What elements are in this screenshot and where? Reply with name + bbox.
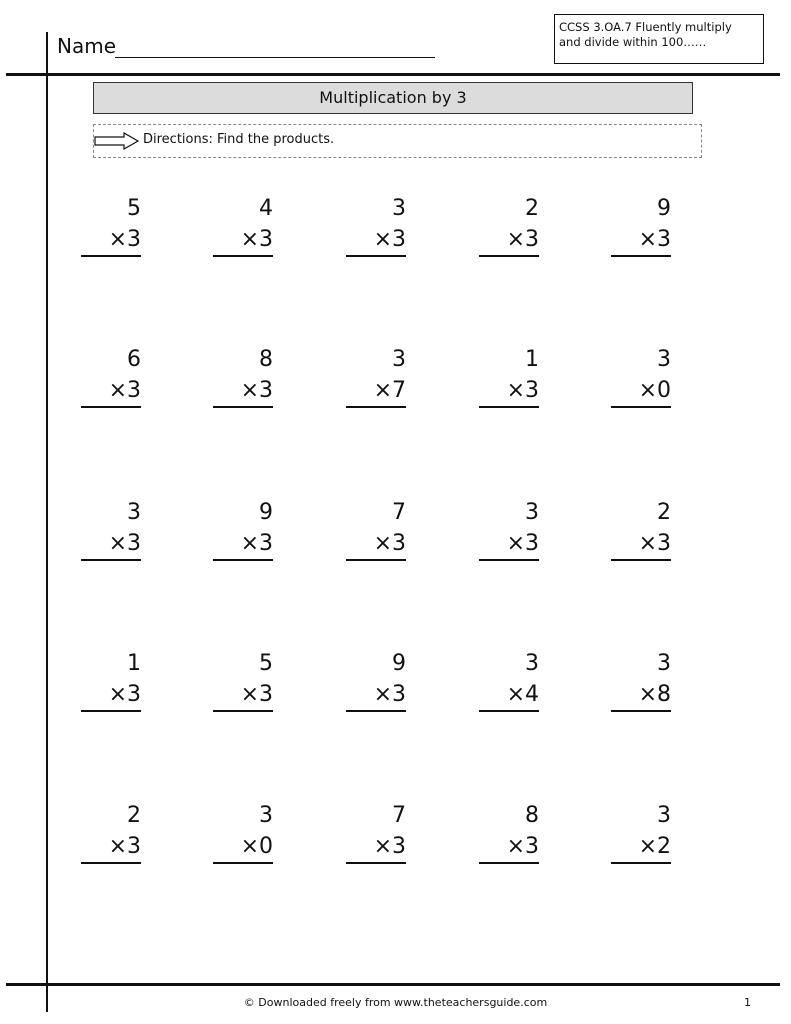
problem-multiplicand: 3 — [657, 347, 671, 372]
arrow-right-icon — [94, 132, 140, 150]
problem-multiplicand: 9 — [259, 500, 273, 525]
problem-multiplier: ×3 — [81, 376, 141, 408]
problem-multiplier: ×3 — [81, 680, 141, 712]
problem-multiplicand: 7 — [392, 500, 406, 525]
problem-multiplier: ×3 — [346, 529, 406, 561]
problem-multiplier: ×4 — [479, 680, 539, 712]
problem-multiplicand: 3 — [525, 651, 539, 676]
problem-multiplicand: 2 — [525, 196, 539, 221]
problem-multiplicand: 5 — [259, 651, 273, 676]
problem-multiplier: ×8 — [611, 680, 671, 712]
problem-multiplicand: 8 — [525, 803, 539, 828]
problem — [611, 193, 671, 257]
problem-multiplier: ×3 — [213, 225, 273, 257]
problem-multiplicand: 5 — [127, 196, 141, 221]
problem — [213, 497, 273, 561]
worksheet-title: Multiplication by 3 — [93, 82, 693, 114]
page-number: 1 — [744, 996, 751, 1009]
directions-text: Directions: Find the products. — [143, 132, 335, 147]
problem — [479, 193, 539, 257]
header-rule — [6, 73, 780, 76]
problem — [479, 344, 539, 408]
problem-multiplicand: 3 — [259, 803, 273, 828]
problem-multiplicand: 1 — [525, 347, 539, 372]
standard-line-1: CCSS 3.OA.7 Fluently multiply — [559, 20, 732, 34]
problem-multiplier: ×3 — [611, 529, 671, 561]
problem-multiplier: ×3 — [81, 529, 141, 561]
problem-multiplicand: 8 — [259, 347, 273, 372]
problem — [611, 497, 671, 561]
footer-rule — [6, 983, 780, 986]
problem — [611, 344, 671, 408]
footer-credit: © Downloaded freely from www.theteachersguide.com — [243, 996, 548, 1009]
problem — [81, 497, 141, 561]
problem — [213, 648, 273, 712]
standard-box — [554, 14, 764, 64]
problem — [81, 648, 141, 712]
problem-multiplier: ×3 — [479, 225, 539, 257]
problem — [611, 648, 671, 712]
problem — [213, 800, 273, 864]
problem-multiplier: ×3 — [213, 680, 273, 712]
name-label: Name — [57, 34, 117, 58]
problem-multiplicand: 9 — [657, 196, 671, 221]
problem-multiplicand: 2 — [127, 803, 141, 828]
problem-multiplier: ×3 — [479, 832, 539, 864]
problem — [479, 800, 539, 864]
problem — [479, 648, 539, 712]
problem-multiplier: ×3 — [479, 376, 539, 408]
problem — [479, 497, 539, 561]
problem-multiplicand: 3 — [392, 196, 406, 221]
problem — [346, 497, 406, 561]
problem-multiplicand: 9 — [392, 651, 406, 676]
problem-multiplier: ×0 — [611, 376, 671, 408]
problem — [213, 344, 273, 408]
problem-multiplier: ×3 — [81, 832, 141, 864]
problem-multiplier: ×3 — [213, 376, 273, 408]
problem — [346, 800, 406, 864]
problem-multiplier: ×7 — [346, 376, 406, 408]
problem-multiplicand: 6 — [127, 347, 141, 372]
problem — [346, 193, 406, 257]
problem-multiplier: ×3 — [346, 832, 406, 864]
problem-multiplicand: 3 — [657, 803, 671, 828]
problem-multiplicand: 3 — [392, 347, 406, 372]
problem-multiplicand: 7 — [392, 803, 406, 828]
name-blank-line[interactable] — [115, 57, 435, 58]
problem-multiplicand: 3 — [127, 500, 141, 525]
problem — [81, 800, 141, 864]
problem — [81, 344, 141, 408]
problem — [346, 344, 406, 408]
problem — [213, 193, 273, 257]
standard-line-2: and divide within 100…… — [559, 35, 707, 49]
problem-multiplicand: 1 — [127, 651, 141, 676]
problem-multiplier: ×3 — [213, 529, 273, 561]
problem-multiplier: ×3 — [346, 680, 406, 712]
problem-multiplier: ×3 — [346, 225, 406, 257]
problem-multiplicand: 3 — [657, 651, 671, 676]
problem-multiplicand: 4 — [259, 196, 273, 221]
problem — [611, 800, 671, 864]
problem-multiplier: ×3 — [611, 225, 671, 257]
problem-multiplier: ×3 — [81, 225, 141, 257]
margin-vertical-line — [46, 32, 48, 1012]
directions-box — [93, 124, 702, 158]
problem-multiplicand: 3 — [525, 500, 539, 525]
problem-multiplier: ×0 — [213, 832, 273, 864]
problem-multiplier: ×2 — [611, 832, 671, 864]
problem — [81, 193, 141, 257]
problem — [346, 648, 406, 712]
problem-multiplicand: 2 — [657, 500, 671, 525]
problem-multiplier: ×3 — [479, 529, 539, 561]
